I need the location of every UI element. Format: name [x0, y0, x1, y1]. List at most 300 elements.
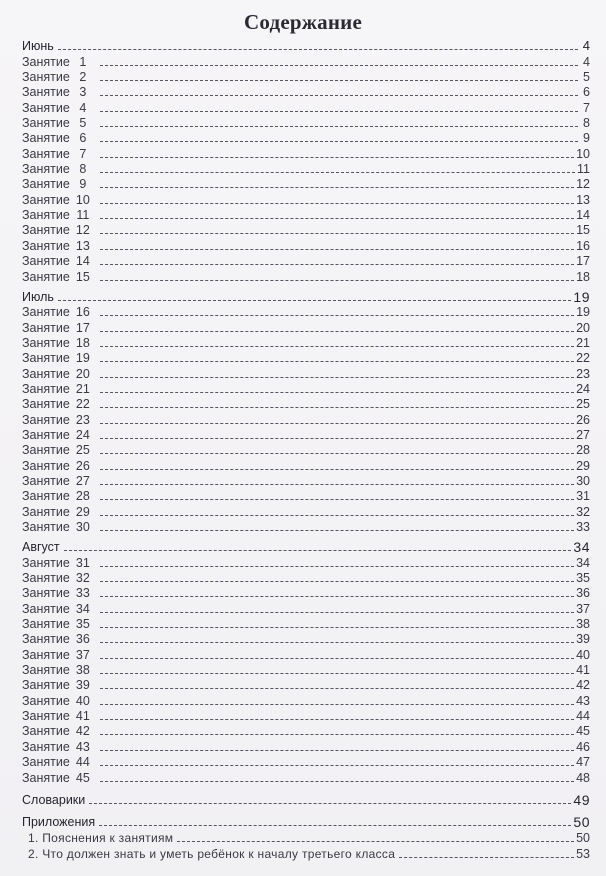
section-heading [22, 38, 590, 53]
lesson-entry-label [22, 177, 96, 191]
entry-title: Занятие [22, 177, 70, 192]
lesson-number: 16 [75, 305, 90, 320]
entry-title: Занятие [22, 601, 70, 616]
lesson-entry-label [22, 489, 96, 503]
entry-title: Занятие [22, 770, 70, 785]
lesson-entry [22, 99, 590, 114]
lesson-entry [22, 503, 590, 518]
lesson-entry-label [22, 694, 96, 708]
lesson-number: 26 [75, 458, 90, 473]
dot-leader [100, 704, 574, 705]
entry-title: Занятие [22, 269, 70, 284]
page-number: 34 [576, 555, 590, 570]
page-number: 11 [577, 162, 590, 177]
page-number: 8 [583, 116, 590, 131]
dot-leader [177, 841, 574, 842]
page-number: 50 [576, 831, 590, 846]
page-number: 33 [576, 520, 590, 534]
page-number: 43 [576, 693, 590, 708]
lesson-entry-label [22, 116, 96, 130]
lesson-entry [22, 585, 590, 600]
entry-title: Занятие [22, 473, 70, 488]
page-number: 50 [573, 814, 590, 831]
entry-title: Занятие [22, 70, 70, 85]
lesson-entry-label [22, 474, 96, 488]
lesson-entry [22, 396, 590, 411]
lesson-entry-label [22, 239, 96, 253]
lesson-entry [22, 570, 590, 585]
dot-leader [58, 300, 572, 301]
lesson-entry [22, 754, 590, 769]
lesson-number: 24 [75, 427, 90, 442]
lesson-entry [22, 222, 590, 237]
lesson-entry-label [22, 254, 96, 268]
dot-leader [100, 65, 578, 66]
page-number: 47 [576, 755, 590, 770]
page-number: 9 [583, 131, 590, 146]
page-number: 21 [576, 335, 590, 350]
lesson-entry-label [22, 556, 96, 570]
lesson-entry-label [22, 131, 96, 145]
entry-title: Занятие [22, 427, 70, 442]
page-number: 7 [583, 100, 590, 115]
page-number: 38 [576, 617, 590, 632]
section-heading [22, 539, 590, 554]
lesson-entry-label [22, 602, 96, 616]
dot-leader [64, 550, 572, 551]
lesson-entry-label [22, 771, 96, 785]
lesson-number: 30 [75, 520, 90, 534]
lesson-entry [22, 191, 590, 206]
lesson-number: 34 [75, 601, 90, 616]
lesson-entry [22, 161, 590, 176]
dot-leader [100, 484, 574, 485]
page-number: 49 [573, 791, 590, 808]
entry-title: Занятие [22, 520, 70, 534]
lesson-entry [22, 365, 590, 380]
page-number: 42 [576, 678, 590, 693]
lesson-entry-label [22, 428, 96, 442]
dot-leader [100, 346, 574, 347]
page-number: 34 [573, 539, 590, 556]
entry-title: Занятие [22, 663, 70, 678]
dot-leader [100, 658, 574, 659]
lesson-entry [22, 411, 590, 426]
entry-title: Июль [22, 289, 54, 304]
dot-leader [100, 469, 574, 470]
lesson-number: 1 [79, 54, 87, 69]
lesson-entry [22, 237, 590, 252]
page-number: 10 [576, 146, 590, 161]
dot-leader [100, 596, 574, 597]
lesson-entry-label [22, 70, 96, 84]
lesson-entry-label [22, 740, 96, 754]
entry-title: Занятие [22, 116, 70, 131]
lesson-number: 15 [75, 269, 90, 284]
dot-leader [100, 642, 574, 643]
entry-title: Занятие [22, 162, 70, 177]
lesson-entry [22, 662, 590, 677]
entry-title: Занятие [22, 489, 70, 504]
page-number: 23 [576, 366, 590, 381]
lesson-entry-label [22, 305, 96, 319]
entry-title: Занятие [22, 238, 70, 253]
page-number: 25 [576, 397, 590, 412]
lesson-entry-label [22, 270, 96, 284]
dot-leader [100, 111, 578, 112]
page-number: 31 [576, 489, 590, 504]
entry-title: Занятие [22, 693, 70, 708]
lesson-entry [22, 145, 590, 160]
lesson-entry-label [22, 724, 96, 738]
page-number: 41 [576, 663, 590, 678]
lesson-number: 28 [75, 489, 90, 504]
dot-leader [100, 438, 574, 439]
entry-title: Занятие [22, 54, 70, 69]
entry-title: Занятие [22, 254, 70, 269]
dot-leader [100, 781, 574, 782]
appendix-item [22, 845, 590, 861]
lesson-entry [22, 319, 590, 334]
lesson-number: 25 [75, 443, 90, 458]
lesson-entry [22, 708, 590, 723]
page-number: 27 [576, 427, 590, 442]
lesson-entry-label [22, 632, 96, 646]
lesson-entry [22, 769, 590, 784]
entry-title: 2. Что должен знать и уметь ребёнок к началу третьего класса [28, 847, 396, 862]
lesson-number: 29 [75, 504, 90, 519]
lesson-number: 27 [75, 473, 90, 488]
entry-title: Занятие [22, 366, 70, 381]
page-number: 22 [576, 351, 590, 366]
dot-leader [100, 95, 578, 96]
lesson-entry [22, 176, 590, 191]
dot-leader [100, 423, 574, 424]
lesson-number: 37 [75, 647, 90, 662]
dot-leader [100, 515, 574, 516]
dot-leader [100, 203, 574, 204]
lesson-number: 42 [75, 724, 90, 739]
entry-title: Занятие [22, 458, 70, 473]
dot-leader [100, 612, 574, 613]
entry-title: Занятие [22, 709, 70, 724]
lesson-entry-label [22, 147, 96, 161]
lesson-entry [22, 738, 590, 753]
dot-leader [100, 331, 574, 332]
dot-leader [100, 233, 574, 234]
dot-leader [100, 581, 574, 582]
lesson-number: 7 [79, 146, 87, 161]
entry-title: Занятие [22, 555, 70, 570]
lesson-entry-label [22, 505, 96, 519]
lesson-entry-label [22, 678, 96, 692]
lesson-entry [22, 207, 590, 222]
page-number: 30 [576, 473, 590, 488]
entry-title: Занятие [22, 192, 70, 207]
page-number: 20 [576, 320, 590, 335]
entry-title: Занятие [22, 724, 70, 739]
lesson-entry [22, 53, 590, 68]
lesson-entry [22, 488, 590, 503]
lesson-number: 14 [75, 254, 90, 269]
table-of-contents [22, 38, 590, 861]
dot-leader [89, 803, 571, 804]
entry-title: Занятие [22, 412, 70, 427]
lesson-entry-label [22, 367, 96, 381]
lesson-entry-label [22, 755, 96, 769]
lesson-number: 18 [75, 335, 90, 350]
lesson-number: 32 [75, 571, 90, 586]
lesson-number: 40 [75, 693, 90, 708]
lesson-entry-label [22, 382, 96, 396]
appendix-item [22, 829, 590, 845]
section-heading-label [22, 290, 54, 304]
lesson-entry [22, 473, 590, 488]
entry-title: Занятие [22, 571, 70, 586]
lesson-entry-label [22, 321, 96, 335]
dot-leader [100, 734, 574, 735]
page-number: 19 [576, 305, 590, 320]
lesson-entry-label [22, 443, 96, 457]
page-number: 44 [576, 709, 590, 724]
page-number: 12 [576, 177, 590, 192]
page-number: 6 [583, 85, 590, 100]
dot-leader [100, 392, 574, 393]
dot-leader [100, 627, 574, 628]
dot-leader [100, 157, 574, 158]
page-number: 28 [576, 443, 590, 458]
page-number: 24 [576, 381, 590, 396]
lesson-number: 45 [75, 770, 90, 785]
lesson-entry-label [22, 351, 96, 365]
page-number: 35 [576, 571, 590, 586]
lesson-entry [22, 335, 590, 350]
page-number: 32 [576, 504, 590, 519]
entry-title: Июнь [22, 39, 54, 54]
entry-title: Занятие [22, 223, 70, 238]
entry-title: Приложения [22, 815, 96, 830]
page-number: 4 [582, 38, 590, 54]
page-number: 19 [573, 288, 590, 305]
dot-leader [100, 377, 574, 378]
dot-leader [100, 249, 574, 250]
lesson-entry-label [22, 571, 96, 585]
lesson-entry [22, 130, 590, 145]
page-number: 40 [576, 647, 590, 662]
section-heading [22, 289, 590, 304]
lesson-entry-label [22, 162, 96, 176]
entry-title: Занятие [22, 208, 70, 223]
dot-leader [100, 126, 578, 127]
entry-title: Занятие [22, 632, 70, 647]
section-heading-label [22, 39, 54, 53]
entry-title: Занятие [22, 397, 70, 412]
dot-leader [100, 407, 574, 408]
page-number: 39 [576, 632, 590, 647]
lesson-entry [22, 692, 590, 707]
dot-leader [399, 857, 574, 858]
lesson-entry-label [22, 663, 96, 677]
page-number: 29 [576, 458, 590, 473]
lesson-entry [22, 631, 590, 646]
lesson-entry-label [22, 55, 96, 69]
dot-leader [100, 530, 574, 531]
dot-leader [100, 80, 578, 81]
dictionaries-entry [22, 792, 590, 807]
page-number: 48 [576, 770, 590, 785]
entry-title: Занятие [22, 755, 70, 770]
lesson-entry [22, 600, 590, 615]
lesson-entry-label [22, 459, 96, 473]
entry-title: Занятие [22, 305, 70, 320]
dot-leader [100, 187, 574, 188]
entry-title: Занятие [22, 335, 70, 350]
lesson-entry-label [22, 520, 96, 534]
dictionaries-entry-label [22, 793, 85, 807]
dot-leader [100, 218, 574, 219]
lesson-entry [22, 442, 590, 457]
lesson-entry-label [22, 413, 96, 427]
dot-leader [58, 49, 578, 50]
lesson-number: 21 [75, 381, 90, 396]
lesson-entry [22, 457, 590, 472]
dot-leader [99, 825, 571, 826]
lesson-number: 19 [75, 351, 90, 366]
appendix-item-label [22, 831, 173, 845]
dot-leader [100, 688, 574, 689]
entry-title: Занятие [22, 739, 70, 754]
lesson-entry [22, 304, 590, 319]
lesson-entry-label [22, 586, 96, 600]
dot-leader [100, 141, 578, 142]
lesson-number: 36 [75, 632, 90, 647]
page-number: 17 [576, 254, 590, 269]
page-title: Содержание [244, 10, 362, 34]
lesson-number: 35 [75, 617, 90, 632]
page-number: 18 [576, 269, 590, 284]
dot-leader [100, 172, 575, 173]
dot-leader [100, 315, 574, 316]
lesson-entry [22, 268, 590, 283]
lesson-entry-label [22, 223, 96, 237]
lesson-number: 11 [76, 208, 90, 223]
page-number: 13 [576, 192, 590, 207]
lesson-entry-label [22, 648, 96, 662]
dot-leader [100, 264, 574, 265]
lesson-entry-label [22, 101, 96, 115]
appendix-heading [22, 814, 590, 829]
dot-leader [100, 750, 574, 751]
page-number: 16 [576, 238, 590, 253]
lesson-number: 2 [79, 70, 87, 85]
dot-leader [100, 453, 574, 454]
lesson-entry [22, 646, 590, 661]
dot-leader [100, 566, 574, 567]
lesson-number: 3 [79, 85, 87, 100]
lesson-entry-label [22, 208, 96, 222]
appendix-heading-label [22, 815, 95, 829]
page-number: 36 [576, 586, 590, 601]
dot-leader [100, 719, 574, 720]
lesson-entry [22, 253, 590, 268]
lesson-entry-label [22, 617, 96, 631]
section-heading-label [22, 540, 60, 554]
lesson-entry-label [22, 336, 96, 350]
entry-title: Занятие [22, 586, 70, 601]
page-number: 53 [576, 847, 590, 862]
lesson-number: 10 [75, 192, 90, 207]
lesson-entry [22, 677, 590, 692]
lesson-entry-label [22, 709, 96, 723]
entry-title: Занятие [22, 131, 70, 146]
page-number: 15 [576, 223, 590, 238]
dot-leader [100, 361, 574, 362]
entry-title: Занятие [22, 85, 70, 100]
page-number: 45 [576, 724, 590, 739]
lesson-number: 33 [75, 586, 90, 601]
dot-leader [100, 765, 574, 766]
page-number: 46 [576, 739, 590, 754]
lesson-number: 17 [75, 320, 90, 335]
lesson-entry [22, 427, 590, 442]
page-number: 37 [576, 601, 590, 616]
entry-title: 1. Пояснения к занятиям [28, 831, 174, 846]
entry-title: Занятие [22, 320, 70, 335]
lesson-number: 13 [75, 238, 90, 253]
lesson-entry [22, 554, 590, 569]
page-number: 26 [576, 412, 590, 427]
lesson-entry [22, 84, 590, 99]
lesson-number: 22 [75, 397, 90, 412]
page-number: 14 [576, 208, 590, 223]
lesson-number: 39 [75, 678, 90, 693]
entry-title: Занятие [22, 100, 70, 115]
lesson-entry [22, 616, 590, 631]
entry-title: Занятие [22, 504, 70, 519]
lesson-number: 31 [75, 555, 90, 570]
lesson-number: 23 [75, 412, 90, 427]
page-number: 5 [583, 70, 590, 85]
entry-title: Словарики [22, 792, 86, 807]
lesson-number: 6 [79, 131, 87, 146]
dot-leader [100, 280, 574, 281]
lesson-number: 12 [75, 223, 90, 238]
dot-leader [100, 673, 574, 674]
entry-title: Занятие [22, 351, 70, 366]
lesson-number: 4 [79, 100, 87, 115]
entry-title: Занятие [22, 617, 70, 632]
lesson-number: 8 [79, 162, 87, 177]
lesson-entry [22, 381, 590, 396]
appendix-item-label [22, 847, 395, 861]
lesson-entry-label [22, 397, 96, 411]
entry-title: Занятие [22, 647, 70, 662]
lesson-number: 44 [75, 755, 90, 770]
entry-title: Занятие [22, 146, 70, 161]
lesson-entry [22, 723, 590, 738]
lesson-entry [22, 350, 590, 365]
dot-leader [100, 499, 574, 500]
entry-title: Занятие [22, 381, 70, 396]
lesson-entry-label [22, 193, 96, 207]
lesson-number: 41 [75, 709, 90, 724]
lesson-number: 5 [79, 116, 87, 131]
lesson-number: 38 [75, 663, 90, 678]
lesson-number: 20 [75, 366, 90, 381]
lesson-number: 43 [75, 739, 90, 754]
entry-title: Занятие [22, 678, 70, 693]
entry-title: Занятие [22, 443, 70, 458]
